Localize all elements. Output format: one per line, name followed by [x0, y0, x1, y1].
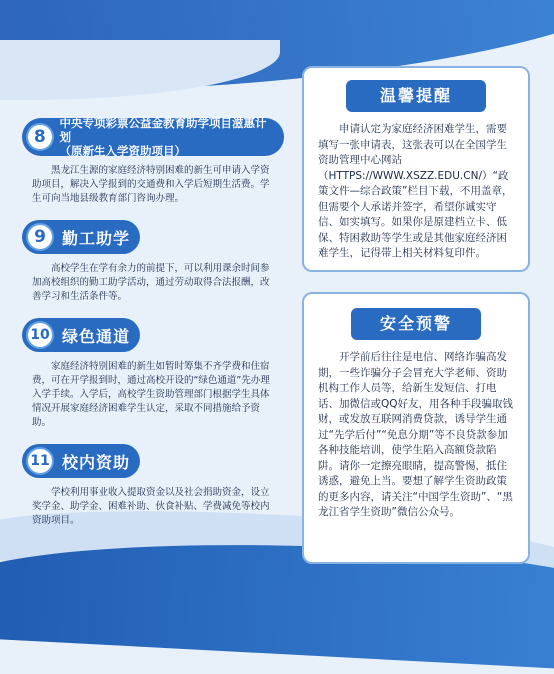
- section-title: [60, 116, 274, 158]
- section-10: [22, 318, 284, 430]
- section-title: 绿色通道: [62, 326, 131, 346]
- section-9: [22, 220, 284, 304]
- section-8: [22, 118, 284, 206]
- warning-body: 开学前后往往是电信、网络诈骗高发期，一些诈骗分子会冒充大学老师、资助机构工作人员等，给新生发短信、打电话、加微信或QQ好友，用各种手段骗取钱财，或发放互联网消费贷款，诱导学生通过“先学后付”“免息分期”等不良贷款参加各种技能培训，使学生陷入高额贷款陷阱。请你一定擦亮眼睛，提高警惕，抵住诱惑，避免上当。要想了解学生资助政策的更多内容，请关注“中国学生资助”、“黑龙江省学生资助”微信公众号。: [318, 351, 514, 518]
- section-body: 高校学生在学有余力的前提下，可以利用课余时间参加高校组织的勤工助学活动，通过劳动取得合法报酬，改善学习和生活条件等。: [32, 263, 270, 302]
- section-number-badge: 8: [26, 123, 54, 151]
- warning-title: 安全预警: [351, 308, 481, 340]
- section-body: 家庭经济特别困难的新生如暂时筹集不齐学费和住宿费，可在开学报到时，通过高校开设的“绿色通道”先办理入学手续。入学后，高校学生资助管理部门根据学生具体情况开展家庭经济困难学生认定，采取不同措施给予资助。: [32, 361, 270, 428]
- section-body: 黑龙江生源的家庭经济特别困难的新生可申请入学资助项目，解决入学报到的交通费和入学后短期生活费。学生可向当地县级教育部门咨询办理。: [32, 165, 270, 204]
- section-body: 学校利用事业收入提取资金以及社会捐助资金，设立奖学金、助学金、困难补助、伙食补贴、学费减免等校内资助项目。: [32, 487, 270, 526]
- section-title-line2: （原新生入学资助项目）: [59, 144, 187, 158]
- tips-body: 申请认定为家庭经济困难学生，需要填写一张申请表，这张表可以在全国学生资助管理中心网站（HTTPS://WWW.XSZZ.EDU.CN/）“政策文件—综合政策”栏目下载，不用盖章，但需要个人承诺并签字，希望你诚实守信、如实填写。如果你是原建档立卡、低保、特困救助等学生或是其他家庭经济困难学生，记得带上相关材料复印件。: [318, 123, 513, 259]
- section-number-badge: 9: [26, 223, 54, 251]
- tips-card: [302, 66, 530, 272]
- section-number-badge: 11: [26, 447, 54, 475]
- header-swoosh-light: [0, 40, 280, 100]
- section-9-header: [22, 220, 140, 254]
- section-8-header: [22, 118, 284, 156]
- warning-card: [302, 292, 530, 564]
- section-number-badge: 10: [26, 321, 54, 349]
- section-title-line1: 中央专项彩票公益金教育助学项目滋惠计划: [59, 116, 267, 144]
- section-11-header: [22, 444, 140, 478]
- section-title: 勤工助学: [62, 228, 131, 248]
- section-title: 校内资助: [62, 452, 131, 472]
- section-11: [22, 444, 284, 528]
- policy-sections: [22, 118, 284, 542]
- tips-title: 温馨提醒: [346, 80, 486, 112]
- section-10-header: [22, 318, 140, 352]
